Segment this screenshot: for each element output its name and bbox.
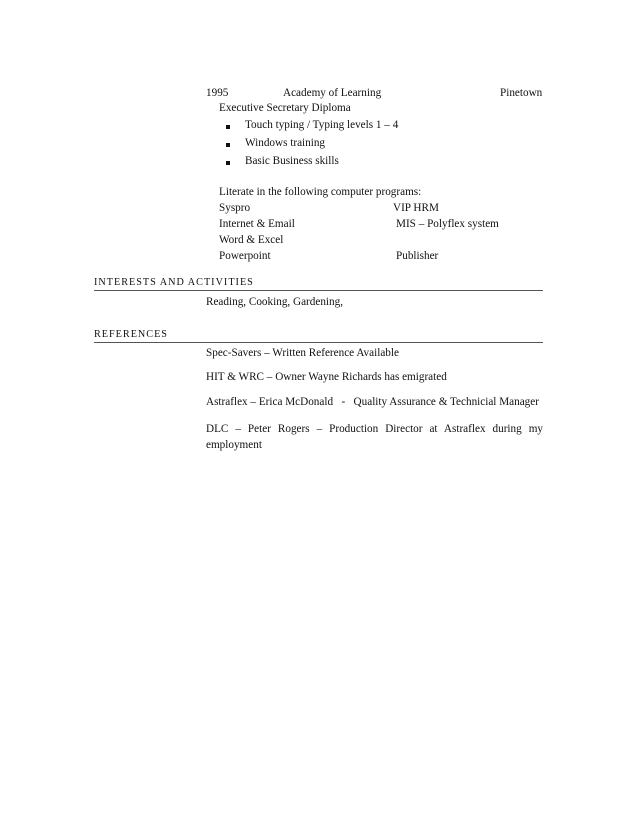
square-bullet-icon bbox=[226, 125, 230, 129]
education-institution: Academy of Learning bbox=[283, 87, 382, 99]
square-bullet-icon bbox=[226, 161, 230, 165]
program-item: Syspro bbox=[219, 202, 251, 214]
program-item: Publisher bbox=[396, 250, 439, 262]
education-bullet-item: Basic Business skills bbox=[245, 155, 339, 167]
reference-item: HIT & WRC – Owner Wayne Richards has emigrated bbox=[206, 371, 447, 383]
program-item: Word & Excel bbox=[219, 234, 284, 246]
program-item: Powerpoint bbox=[219, 250, 271, 262]
interests-heading: INTERESTS AND ACTIVITIES bbox=[94, 277, 254, 288]
square-bullet-icon bbox=[226, 143, 230, 147]
computer-programs-intro: Literate in the following computer programs: bbox=[219, 186, 422, 198]
education-bullet-item: Windows training bbox=[245, 137, 326, 149]
education-year: 1995 bbox=[206, 87, 229, 99]
interests-text: Reading, Cooking, Gardening, bbox=[206, 296, 344, 308]
references-heading: REFERENCES bbox=[94, 329, 168, 340]
section-divider bbox=[94, 342, 543, 343]
reference-item: DLC – Peter Rogers – Production Director at Astraflex during my employment bbox=[206, 423, 543, 451]
reference-item: Spec-Savers – Written Reference Available bbox=[206, 347, 399, 359]
education-location: Pinetown bbox=[500, 87, 543, 99]
program-item: VIP HRM bbox=[393, 202, 439, 214]
program-item: MIS – Polyflex system bbox=[396, 218, 499, 230]
section-divider bbox=[94, 290, 543, 291]
education-bullet-item: Touch typing / Typing levels 1 – 4 bbox=[245, 119, 399, 131]
program-item: Internet & Email bbox=[219, 218, 295, 230]
reference-item: Astraflex – Erica McDonald - Quality Assurance & Technicial Manager bbox=[206, 396, 539, 408]
education-qualification: Executive Secretary Diploma bbox=[219, 102, 351, 114]
